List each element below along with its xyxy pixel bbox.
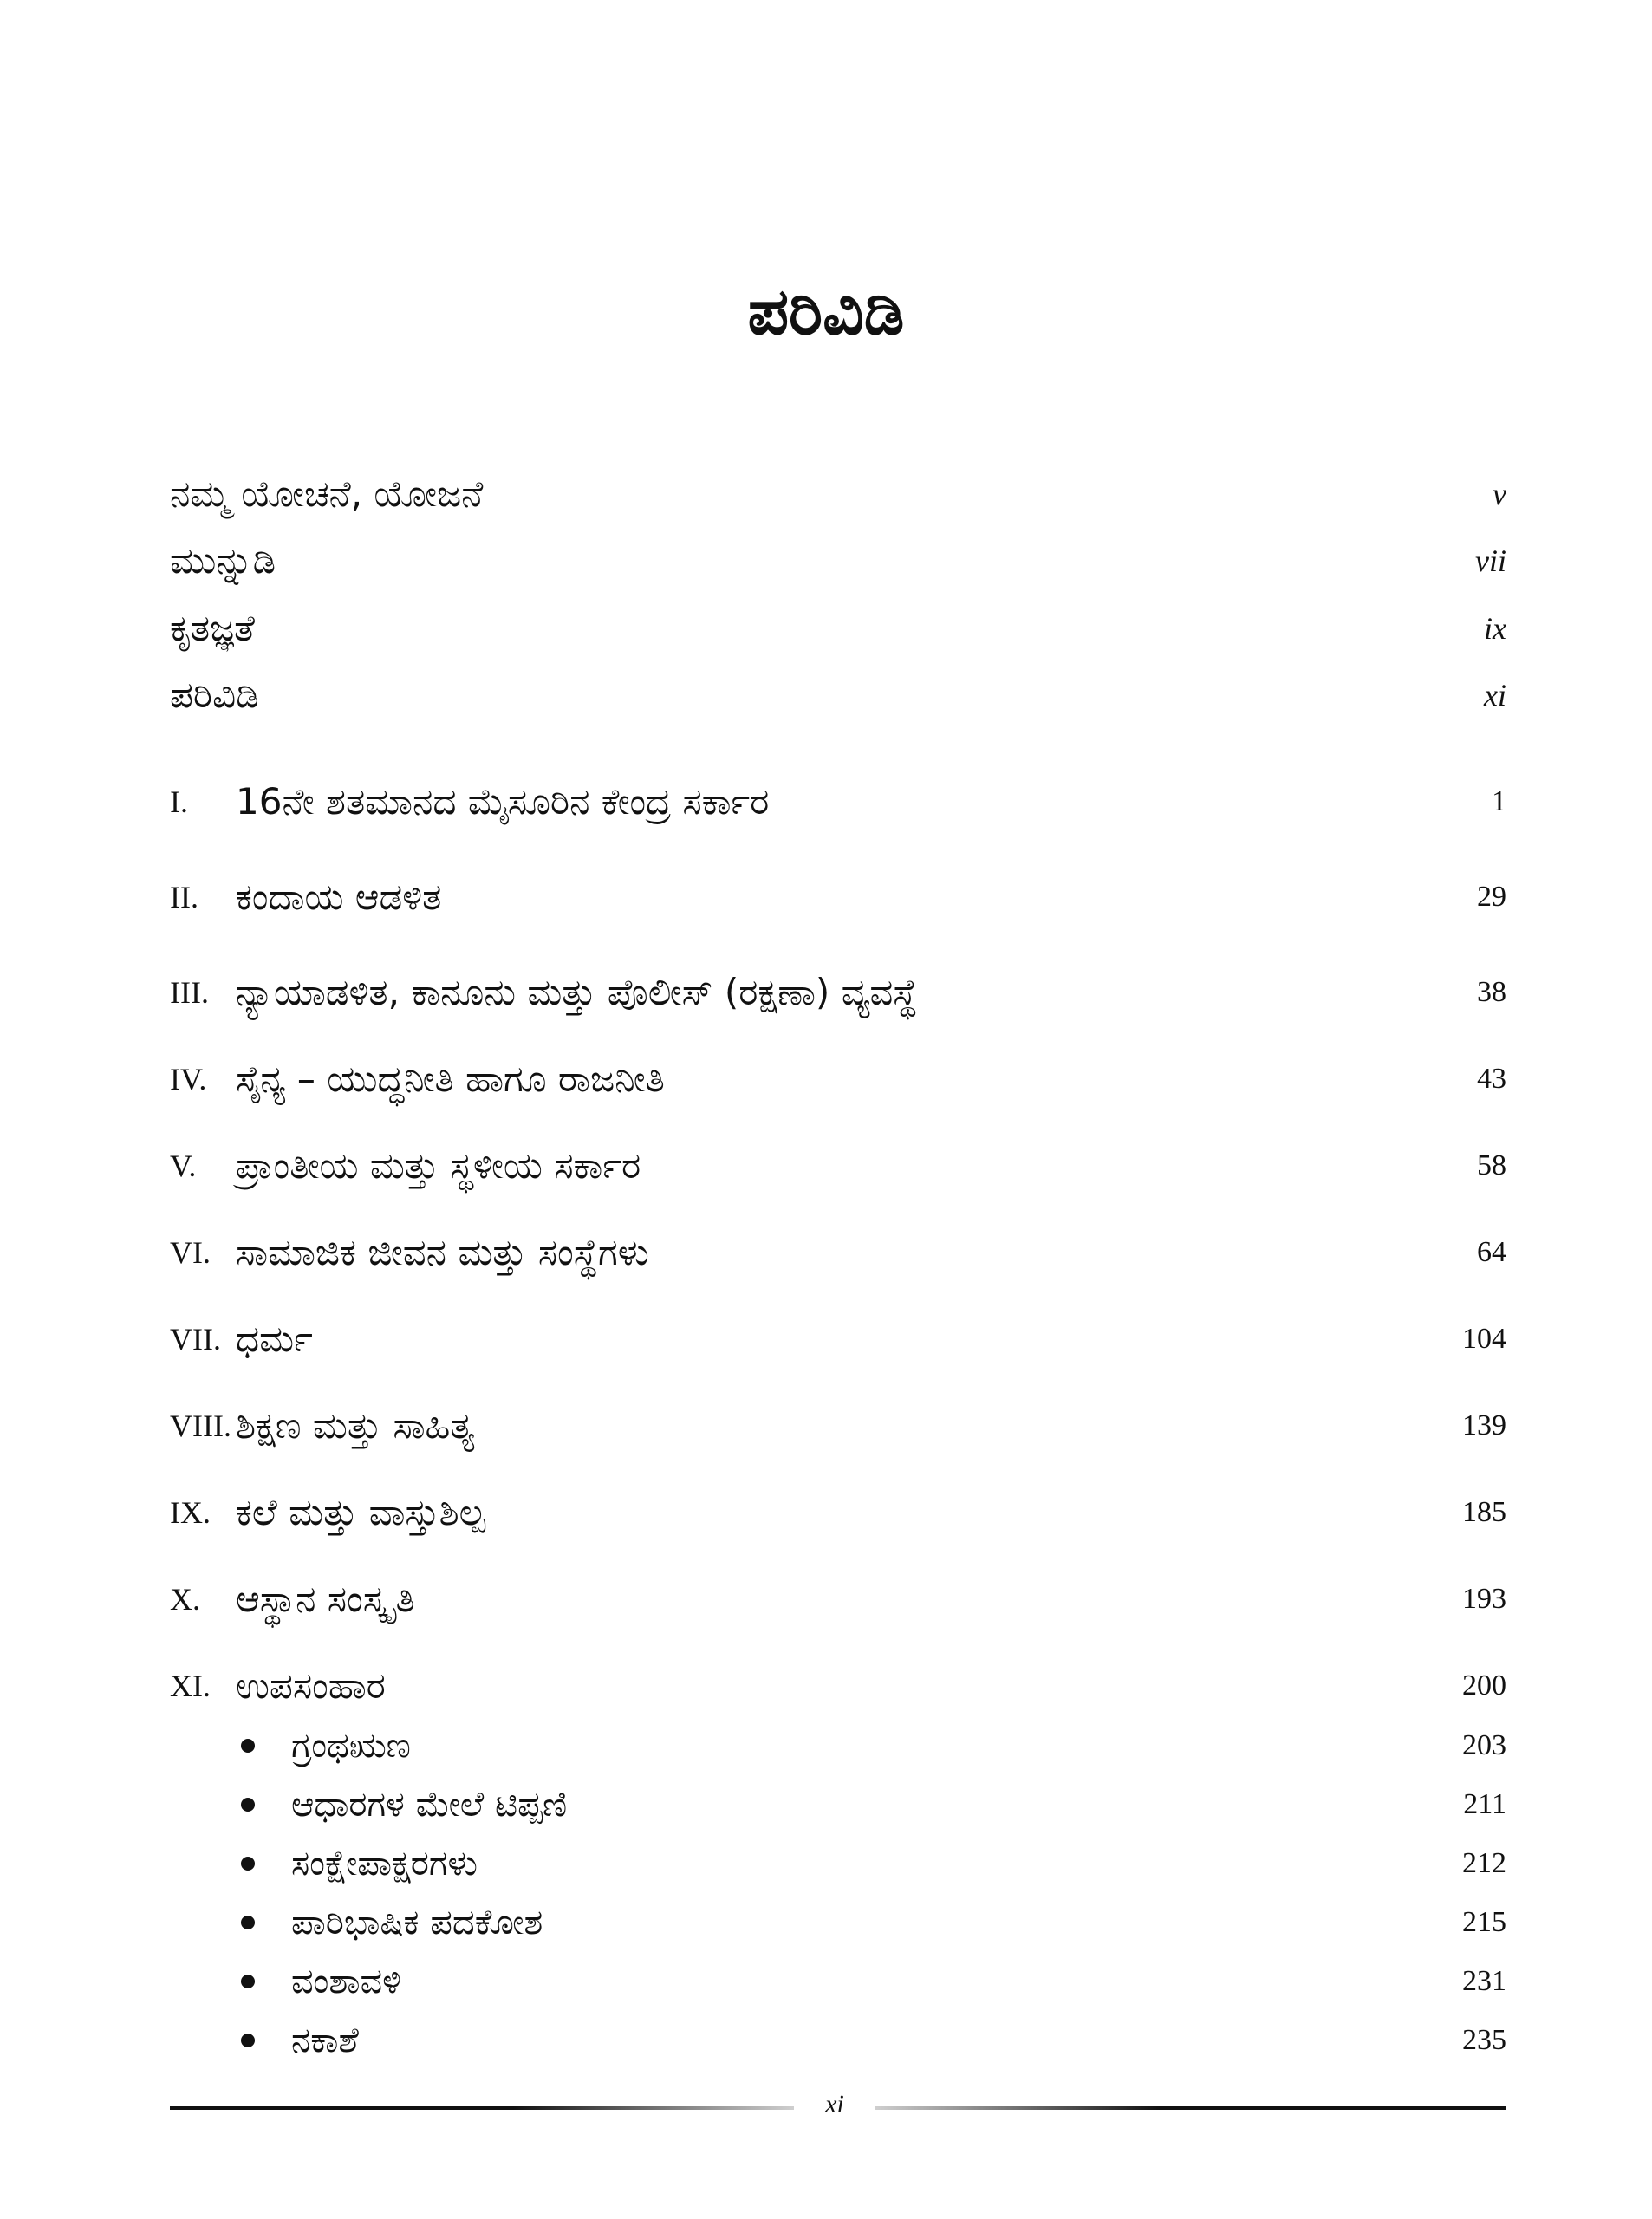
chapter-page: 64 <box>1477 1236 1506 1268</box>
chapter-number: X. <box>170 1582 200 1617</box>
toc-chapter-entry <box>170 1396 1506 1456</box>
toc-chapter-entry <box>170 771 1506 832</box>
chapter-title: ಸಾಮಾಜಿಕ ಜೀವನ ಮತ್ತು ಸಂಸ್ಥೆಗಳು <box>236 1231 649 1273</box>
appendix-title: ವಂಶಾವಳಿ <box>291 1962 401 2001</box>
bullet-icon <box>241 1916 255 1929</box>
toc-chapter-entry <box>170 1222 1506 1283</box>
appendix-title: ಸಂಕ್ಷೇಪಾಕ್ಷರಗಳು <box>291 1844 478 1884</box>
chapter-title: ಉಪಸಂಹಾರ <box>236 1664 386 1707</box>
toc-appendix-entry <box>170 1837 1506 1890</box>
toc-appendix-entry <box>170 1778 1506 1832</box>
footer-rule-right <box>875 2106 1506 2110</box>
footer-rule-left <box>170 2106 794 2110</box>
toc-chapter-entry <box>170 1482 1506 1543</box>
toc-appendix-entry <box>170 1719 1506 1773</box>
chapter-page: 1 <box>1492 785 1506 817</box>
toc-chapter-entry <box>170 1049 1506 1110</box>
chapter-page: 29 <box>1477 881 1506 913</box>
toc-chapter-entry <box>170 1569 1506 1630</box>
chapter-number: VI. <box>170 1235 211 1270</box>
chapter-title: ಧರ್ಮ <box>236 1318 313 1360</box>
toc-entry-label: ನಮ್ಮ ಯೋಚನೆ, ಯೋಜನೆ <box>170 472 484 515</box>
chapter-number: I. <box>170 784 188 819</box>
bullet-icon <box>241 1857 255 1871</box>
appendix-page: 211 <box>1463 1788 1506 1820</box>
chapter-page: 185 <box>1462 1496 1506 1528</box>
bullet-icon <box>241 1798 255 1812</box>
appendix-title: ನಕಾಶೆ <box>291 2021 359 2060</box>
appendix-page: 215 <box>1462 1906 1506 1938</box>
chapter-title: 16ನೇ ಶತಮಾನದ ಮೈಸೂರಿನ ಕೇಂದ್ರ ಸರ್ಕಾರ <box>236 780 770 823</box>
chapter-number: XI. <box>170 1669 211 1703</box>
chapter-title: ಸೈನ್ಯ – ಯುದ್ಧನೀತಿ ಹಾಗೂ ರಾಜನೀತಿ <box>236 1057 665 1100</box>
chapter-title: ನ್ಯಾಯಾಡಳಿತ, ಕಾನೂನು ಮತ್ತು ಪೊಲೀಸ್ (ರಕ್ಷಣಾ) ವ್ಯವಸ್ಥೆ <box>236 971 918 1013</box>
toc-appendix-entry <box>170 1896 1506 1949</box>
chapter-page: 193 <box>1462 1583 1506 1615</box>
chapter-number: VIII. <box>170 1409 231 1443</box>
chapter-number: IX. <box>170 1495 211 1530</box>
toc-chapter-entry <box>170 962 1506 1023</box>
toc-appendix-entry <box>170 1955 1506 2008</box>
toc-front-entry <box>170 598 1506 659</box>
chapter-number: IV. <box>170 1062 207 1096</box>
appendix-page: 231 <box>1462 1965 1506 1997</box>
chapter-number: VII. <box>170 1322 221 1357</box>
bullet-icon <box>241 2034 255 2047</box>
chapter-number: III. <box>170 975 209 1010</box>
toc-chapter-entry <box>170 1656 1506 1716</box>
chapter-title: ಆಸ್ಥಾನ ಸಂಸ್ಕೃತಿ <box>236 1578 415 1620</box>
chapter-page: 58 <box>1477 1149 1506 1181</box>
toc-front-entry <box>170 464 1506 524</box>
toc-entry-label: ಕೃತಜ್ಞತೆ <box>170 607 255 649</box>
page-title: ಪರಿವಿಡಿ <box>747 275 905 349</box>
toc-front-entry <box>170 530 1506 591</box>
toc-entry-label: ಮುನ್ನುಡಿ <box>170 539 276 582</box>
appendix-title: ಗ್ರಂಥಋಣ <box>291 1726 411 1766</box>
toc-entry-page: ix <box>1484 611 1506 646</box>
toc-chapter-entry <box>170 1309 1506 1370</box>
appendix-title: ಪಾರಿಭಾಷಿಕ ಪದಕೋಶ <box>291 1903 543 1942</box>
chapter-page: 200 <box>1462 1669 1506 1702</box>
chapter-title: ಕಂದಾಯ ಆಡಳಿತ <box>236 875 442 918</box>
toc-front-entry <box>170 665 1506 726</box>
chapter-title: ಕಲೆ ಮತ್ತು ವಾಸ್ತುಶಿಲ್ಪ <box>236 1491 486 1533</box>
chapter-page: 139 <box>1462 1409 1506 1441</box>
chapter-page: 43 <box>1477 1063 1506 1095</box>
chapter-number: II. <box>170 880 198 914</box>
toc-entry-page: v <box>1493 477 1506 511</box>
chapter-title: ಪ್ರಾಂತೀಯ ಮತ್ತು ಸ್ಥಳೀಯ ಸರ್ಕಾರ <box>236 1144 641 1187</box>
appendix-page: 212 <box>1462 1847 1506 1879</box>
chapter-number: V. <box>170 1149 197 1183</box>
chapter-page: 38 <box>1477 976 1506 1008</box>
bullet-icon <box>241 1739 255 1753</box>
toc-entry-page: vii <box>1475 543 1506 578</box>
footer-page-number: xi <box>825 2090 844 2118</box>
appendix-page: 235 <box>1462 2024 1506 2056</box>
bullet-icon <box>241 1975 255 1988</box>
toc-appendix-entry <box>170 2014 1506 2067</box>
chapter-title: ಶಿಕ್ಷಣ ಮತ್ತು ಸಾಹಿತ್ಯ <box>236 1404 475 1447</box>
chapter-page: 104 <box>1462 1323 1506 1355</box>
toc-entry-page: xi <box>1484 678 1506 713</box>
toc-entry-label: ಪರಿವಿಡಿ <box>170 674 259 716</box>
appendix-title: ಆಧಾರಗಳ ಮೇಲೆ ಟಿಪ್ಪಣಿ <box>291 1785 568 1825</box>
toc-chapter-entry <box>170 1136 1506 1196</box>
appendix-page: 203 <box>1462 1729 1506 1761</box>
toc-chapter-entry <box>170 867 1506 927</box>
